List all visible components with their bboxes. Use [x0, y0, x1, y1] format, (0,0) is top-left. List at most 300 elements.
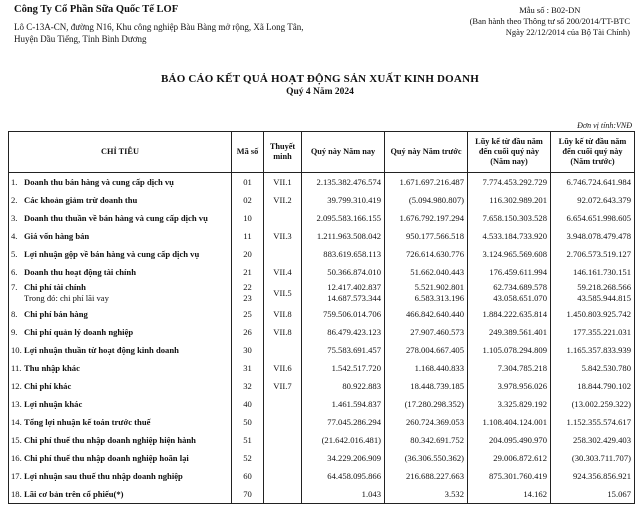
row-label-line [11, 345, 228, 356]
row-label-line [11, 435, 228, 446]
row-ytd-this-year-cell [468, 263, 551, 281]
row-ytd-this-year-cell [468, 173, 551, 192]
row-code-cell [232, 281, 264, 305]
row-ytd-last-year-cell [551, 227, 635, 245]
row-code: 32 [243, 380, 252, 391]
row-code-cell [232, 413, 264, 431]
row-quarter-last-year: 260.724.369.053 [405, 416, 464, 427]
row-quarter-this-year-cell [302, 281, 385, 305]
row-quarter-last-year-cell [385, 263, 468, 281]
row-number: 4. [11, 230, 18, 241]
header-quarter-this-year: Quý này Năm nay [302, 132, 385, 173]
row-ytd-this-year: 249.389.561.401 [488, 326, 547, 337]
row-ytd-this-year: 7.658.150.303.528 [482, 212, 547, 223]
row-quarter-last-year-cell [385, 449, 468, 467]
table-row [9, 431, 635, 449]
row-quarter-this-year: 1.461.594.837 [331, 398, 381, 409]
row-code: 50 [243, 416, 252, 427]
row-label-cell [9, 395, 232, 413]
row-quarter-this-year-cell [302, 431, 385, 449]
row-note: VII.2 [264, 191, 302, 209]
row-label: Lãi cơ bản trên cổ phiếu(*) [24, 488, 124, 499]
row-code-cell [232, 323, 264, 341]
row-ytd-this-year: 875.301.760.419 [488, 470, 547, 481]
row-quarter-this-year: 39.799.310.419 [327, 194, 381, 205]
row-label-line [11, 213, 228, 224]
row-number: 17. [11, 470, 22, 481]
row-number: 16. [11, 452, 22, 463]
row-quarter-last-year: 1.676.792.197.294 [399, 212, 464, 223]
row-ytd-last-year: 5.842.530.780 [581, 362, 631, 373]
row-sub-quarter-last-year: 6.583.313.196 [414, 293, 464, 303]
row-ytd-this-year: 29.006.872.612 [493, 452, 547, 463]
row-label-line [11, 231, 228, 242]
row-note: VII.5 [264, 281, 302, 305]
row-quarter-this-year-cell [302, 341, 385, 359]
row-ytd-this-year-cell [468, 281, 551, 305]
row-number: 6. [11, 266, 18, 277]
table-row [9, 305, 635, 323]
row-note: VII.4 [264, 263, 302, 281]
row-note: VII.8 [264, 323, 302, 341]
company-address: Lô C-13A-CN, đường N16, Khu công nghiệp Bàu Bàng mở rộng, Xã Long Tân, Huyện Dầu Tiếng, Tỉnh Bình Dương [14, 22, 304, 44]
row-code: 51 [243, 434, 252, 445]
header-note: Thuyết minh [264, 132, 302, 173]
form-code-block [470, 5, 630, 38]
row-number: 15. [11, 434, 22, 445]
table-row [9, 191, 635, 209]
table-row [9, 359, 635, 377]
row-code-cell [232, 209, 264, 227]
row-code: 26 [243, 326, 252, 337]
row-quarter-this-year: (21.642.016.481) [321, 434, 381, 445]
row-label: Chi phí quản lý doanh nghiệp [24, 326, 134, 337]
row-ytd-last-year: (13.002.259.322) [571, 398, 631, 409]
row-quarter-this-year: 1.542.517.720 [331, 362, 381, 373]
row-code: 02 [243, 194, 252, 205]
row-label-cell [9, 377, 232, 395]
row-ytd-this-year-cell [468, 485, 551, 504]
row-ytd-last-year: 2.706.573.519.127 [566, 248, 631, 259]
row-label: Chi phí khác [24, 380, 72, 391]
row-quarter-last-year: 18.448.739.185 [410, 380, 464, 391]
row-ytd-last-year-cell [551, 209, 635, 227]
table-row [9, 209, 635, 227]
row-ytd-this-year-cell [468, 245, 551, 263]
row-quarter-last-year: (36.306.550.362) [404, 452, 464, 463]
row-quarter-last-year: 278.004.667.405 [405, 344, 464, 355]
row-label-line [11, 267, 228, 278]
table-row [9, 263, 635, 281]
row-code-cell [232, 227, 264, 245]
table-row [9, 245, 635, 263]
row-ytd-this-year: 7.774.453.292.729 [482, 176, 547, 187]
row-ytd-last-year: 1.152.355.574.617 [566, 416, 631, 427]
row-ytd-last-year: 146.161.730.151 [572, 266, 631, 277]
row-label-cell [9, 449, 232, 467]
row-label: Lợi nhuận gộp về bán hàng và cung cấp dịch vụ [24, 248, 200, 259]
row-quarter-last-year-cell [385, 245, 468, 263]
table-row [9, 281, 635, 305]
row-ytd-this-year-cell [468, 359, 551, 377]
row-number: 11. [11, 362, 22, 373]
row-code: 40 [243, 398, 252, 409]
row-ytd-last-year-cell [551, 395, 635, 413]
row-ytd-this-year-cell [468, 395, 551, 413]
row-label-line [11, 327, 228, 338]
row-quarter-this-year: 1.211.963.508.042 [316, 230, 381, 241]
row-ytd-this-year: 4.533.184.733.920 [482, 230, 547, 241]
row-note: VII.6 [264, 359, 302, 377]
row-quarter-last-year: 216.688.227.663 [405, 470, 464, 481]
row-quarter-this-year: 75.583.691.457 [327, 344, 381, 355]
row-sub-ytd-this-year: 43.058.651.070 [493, 293, 547, 303]
company-name: Công Ty Cổ Phần Sữa Quốc Tế LOF [14, 4, 179, 15]
row-label: Lợi nhuận khác [24, 398, 83, 409]
row-quarter-this-year-cell [302, 485, 385, 504]
row-label-cell [9, 281, 232, 305]
row-label-cell [9, 173, 232, 192]
income-statement-table [8, 131, 635, 504]
row-code: 22 [243, 282, 252, 292]
row-code-cell [232, 449, 264, 467]
row-quarter-last-year: 726.614.630.776 [405, 248, 464, 259]
row-quarter-this-year: 12.417.402.837 [327, 282, 381, 292]
table-row [9, 323, 635, 341]
row-label-line [11, 195, 228, 206]
row-ytd-last-year-cell [551, 191, 635, 209]
header-item: CHỈ TIÊU [9, 132, 232, 173]
row-quarter-last-year-cell [385, 227, 468, 245]
row-code-cell [232, 245, 264, 263]
row-number: 8. [11, 308, 18, 319]
row-label-line [11, 417, 228, 428]
row-quarter-this-year-cell [302, 263, 385, 281]
row-code: 20 [243, 248, 252, 259]
row-code: 60 [243, 470, 252, 481]
row-code-cell [232, 191, 264, 209]
row-label-cell [9, 359, 232, 377]
table-row [9, 377, 635, 395]
row-ytd-last-year-cell [551, 467, 635, 485]
table-row [9, 449, 635, 467]
row-note [264, 245, 302, 263]
row-label-line [11, 471, 228, 482]
row-quarter-this-year-cell [302, 209, 385, 227]
row-quarter-this-year-cell [302, 323, 385, 341]
row-ytd-last-year: 924.356.856.921 [572, 470, 631, 481]
row-number: 12. [11, 380, 22, 391]
row-label: Thu nhập khác [24, 362, 80, 373]
row-ytd-last-year-cell [551, 413, 635, 431]
table-row [9, 413, 635, 431]
row-label: Lợi nhuận sau thuế thu nhập doanh nghiệp [24, 470, 183, 481]
row-ytd-this-year: 7.304.785.218 [497, 362, 547, 373]
row-sub-quarter-this-year: 14.687.573.344 [327, 293, 381, 303]
row-label: Chi phí thuế thu nhập doanh nghiệp hiện hành [24, 434, 196, 445]
row-label-line [11, 363, 228, 374]
row-label-line [11, 177, 228, 188]
currency-unit: Đơn vị tính:VNĐ [577, 121, 632, 130]
row-note [264, 431, 302, 449]
row-quarter-this-year-cell [302, 359, 385, 377]
row-ytd-this-year: 1.884.222.635.814 [482, 308, 547, 319]
row-label: Doanh thu bán hàng và cung cấp dịch vụ [24, 176, 174, 187]
row-note [264, 413, 302, 431]
row-label: Chi phí tài chính [24, 282, 86, 292]
row-code-cell [232, 431, 264, 449]
row-ytd-this-year-cell [468, 377, 551, 395]
row-label-cell [9, 191, 232, 209]
row-ytd-last-year: 6.654.651.998.605 [566, 212, 631, 223]
row-quarter-this-year: 1.043 [361, 488, 381, 499]
row-quarter-last-year-cell [385, 413, 468, 431]
row-note: VII.1 [264, 173, 302, 192]
row-ytd-last-year: 1.165.357.833.939 [566, 344, 631, 355]
row-ytd-this-year: 3.124.965.569.608 [482, 248, 547, 259]
row-code: 21 [243, 266, 252, 277]
row-note [264, 395, 302, 413]
row-code: 30 [243, 344, 252, 355]
row-code-cell [232, 173, 264, 192]
row-label-line [11, 309, 228, 320]
row-number: 13. [11, 398, 22, 409]
row-quarter-this-year: 883.619.658.113 [323, 248, 381, 259]
header-ytd-last-year: Lũy kế từ đầu năm đến cuối quý này (Năm trước) [551, 132, 635, 173]
row-quarter-last-year-cell [385, 209, 468, 227]
row-quarter-last-year: 27.907.460.573 [410, 326, 464, 337]
row-label-line [11, 453, 228, 464]
row-ytd-this-year-cell [468, 467, 551, 485]
form-code: Mẫu số : B02-DN [519, 5, 581, 15]
row-sub-label: Trong đó: chi phí lãi vay [24, 293, 109, 303]
row-label-line [11, 249, 228, 260]
row-code-cell [232, 263, 264, 281]
row-ytd-this-year-cell [468, 431, 551, 449]
row-label: Chi phí thuế thu nhập doanh nghiệp hoãn lại [24, 452, 189, 463]
table-row [9, 467, 635, 485]
row-code: 01 [243, 176, 252, 187]
row-quarter-this-year: 2.095.583.166.155 [316, 212, 381, 223]
header-ytd-this-year: Lũy kế từ đầu năm đến cuối quý này (Năm nay) [468, 132, 551, 173]
row-note [264, 449, 302, 467]
row-quarter-last-year: 1.671.697.216.487 [399, 176, 464, 187]
row-ytd-last-year-cell [551, 377, 635, 395]
row-quarter-last-year-cell [385, 341, 468, 359]
row-ytd-this-year: 116.302.989.201 [489, 194, 547, 205]
row-number: 2. [11, 194, 18, 205]
row-quarter-this-year: 64.458.095.866 [327, 470, 381, 481]
row-quarter-last-year-cell [385, 395, 468, 413]
row-quarter-this-year: 759.506.014.706 [322, 308, 381, 319]
row-quarter-last-year: 51.662.040.443 [410, 266, 464, 277]
row-quarter-last-year-cell [385, 431, 468, 449]
row-quarter-this-year: 86.479.423.123 [327, 326, 381, 337]
row-ytd-last-year: 258.302.429.403 [572, 434, 631, 445]
row-code: 31 [243, 362, 252, 373]
row-ytd-last-year-cell [551, 173, 635, 192]
row-ytd-this-year: 3.978.956.026 [497, 380, 547, 391]
row-note [264, 485, 302, 504]
row-number: 5. [11, 248, 18, 259]
row-ytd-last-year-cell [551, 323, 635, 341]
row-ytd-last-year-cell [551, 245, 635, 263]
row-ytd-last-year: 59.218.268.566 [577, 282, 631, 292]
row-ytd-last-year-cell [551, 305, 635, 323]
row-code: 52 [243, 452, 252, 463]
row-quarter-this-year-cell [302, 245, 385, 263]
row-ytd-last-year-cell [551, 359, 635, 377]
row-ytd-last-year-cell [551, 431, 635, 449]
row-code: 10 [243, 212, 252, 223]
row-note: VII.8 [264, 305, 302, 323]
row-ytd-last-year-cell [551, 341, 635, 359]
row-ytd-this-year-cell [468, 413, 551, 431]
row-sub-ytd-last-year: 43.585.944.815 [577, 293, 631, 303]
row-number: 10. [11, 344, 22, 355]
row-quarter-this-year: 34.229.206.909 [327, 452, 381, 463]
row-ytd-this-year: 14.162 [523, 488, 547, 499]
row-quarter-this-year-cell [302, 467, 385, 485]
row-label-cell [9, 341, 232, 359]
row-ytd-last-year-cell [551, 485, 635, 504]
row-quarter-last-year-cell [385, 173, 468, 192]
row-label-cell [9, 467, 232, 485]
row-ytd-last-year: 177.355.221.031 [572, 326, 631, 337]
row-code: 25 [243, 308, 252, 319]
row-label: Giá vốn hàng bán [24, 230, 90, 241]
row-label: Lợi nhuận thuần từ hoạt động kinh doanh [24, 344, 179, 355]
row-code-cell [232, 377, 264, 395]
row-code-cell [232, 467, 264, 485]
row-ytd-this-year: 176.459.611.994 [489, 266, 547, 277]
row-ytd-last-year-cell [551, 281, 635, 305]
row-label: Chi phí bán hàng [24, 308, 88, 319]
row-quarter-last-year-cell [385, 305, 468, 323]
row-quarter-last-year: 3.532 [444, 488, 464, 499]
table-header-row [9, 132, 635, 173]
row-quarter-this-year-cell [302, 395, 385, 413]
header-code: Mã số [232, 132, 264, 173]
row-ytd-this-year-cell [468, 227, 551, 245]
row-quarter-this-year-cell [302, 305, 385, 323]
row-ytd-this-year-cell [468, 209, 551, 227]
row-note: VII.3 [264, 227, 302, 245]
row-quarter-last-year: 80.342.691.752 [410, 434, 464, 445]
row-number: 14. [11, 416, 22, 427]
row-ytd-last-year: 3.948.078.479.478 [566, 230, 631, 241]
row-ytd-this-year: 204.095.490.970 [488, 434, 547, 445]
row-label-cell [9, 305, 232, 323]
row-quarter-last-year-cell [385, 467, 468, 485]
row-label-line [11, 381, 228, 392]
row-quarter-last-year: 466.842.640.440 [405, 308, 464, 319]
row-code-cell [232, 485, 264, 504]
row-ytd-last-year: 15.067 [607, 488, 631, 499]
row-label: Doanh thu hoạt động tài chính [24, 266, 136, 277]
row-note [264, 467, 302, 485]
table-row [9, 227, 635, 245]
row-code-cell [232, 359, 264, 377]
header-quarter-last-year: Quý này Năm trước [385, 132, 468, 173]
row-quarter-last-year-cell [385, 281, 468, 305]
row-label-cell [9, 227, 232, 245]
row-code: 70 [243, 488, 252, 499]
row-ytd-this-year-cell [468, 305, 551, 323]
row-quarter-this-year-cell [302, 377, 385, 395]
row-quarter-this-year: 50.366.874.010 [327, 266, 381, 277]
row-ytd-last-year-cell [551, 263, 635, 281]
row-ytd-this-year: 3.325.829.192 [497, 398, 547, 409]
row-label-line [11, 489, 228, 500]
row-label-cell [9, 413, 232, 431]
row-label-cell [9, 323, 232, 341]
row-quarter-this-year: 2.135.382.476.574 [316, 176, 381, 187]
row-label-cell [9, 245, 232, 263]
row-ytd-this-year-cell [468, 323, 551, 341]
row-number: 9. [11, 326, 18, 337]
row-label: Các khoản giảm trừ doanh thu [24, 194, 138, 205]
row-sub-code: 23 [243, 293, 252, 303]
row-ytd-this-year-cell [468, 341, 551, 359]
form-issued-by: (Ban hành theo Thông tư số 200/2014/TT-BTC [469, 16, 630, 26]
row-ytd-last-year: (30.303.711.707) [571, 452, 631, 463]
row-label-cell [9, 485, 232, 504]
row-label-cell [9, 209, 232, 227]
row-quarter-last-year: 1.168.440.833 [414, 362, 464, 373]
row-quarter-this-year: 80.922.883 [342, 380, 381, 391]
row-ytd-last-year: 92.072.643.379 [577, 194, 631, 205]
row-ytd-this-year: 62.734.689.578 [493, 282, 547, 292]
row-note [264, 341, 302, 359]
row-ytd-this-year: 1.105.078.294.809 [482, 344, 547, 355]
row-quarter-last-year-cell [385, 377, 468, 395]
row-code-cell [232, 341, 264, 359]
row-ytd-this-year-cell [468, 449, 551, 467]
row-label: Doanh thu thuần về bán hàng và cung cấp dịch vụ [24, 212, 208, 223]
row-quarter-this-year: 77.045.286.294 [327, 416, 381, 427]
table-row [9, 395, 635, 413]
row-quarter-this-year-cell [302, 227, 385, 245]
row-number: 1. [11, 176, 18, 187]
row-number: 3. [11, 212, 18, 223]
row-ytd-this-year: 1.108.404.124.001 [482, 416, 547, 427]
table-row [9, 173, 635, 192]
row-note [264, 209, 302, 227]
row-ytd-last-year: 6.746.724.641.984 [566, 176, 631, 187]
row-quarter-this-year-cell [302, 413, 385, 431]
row-quarter-last-year: (17.280.298.352) [404, 398, 464, 409]
row-quarter-last-year-cell [385, 359, 468, 377]
report-title: BÁO CÁO KẾT QUẢ HOẠT ĐỘNG SẢN XUẤT KINH DOANH [161, 73, 479, 85]
row-number: 7. [11, 282, 18, 292]
row-code-cell [232, 395, 264, 413]
row-quarter-last-year: (5.094.980.807) [408, 194, 464, 205]
row-ytd-last-year: 1.450.803.925.742 [566, 308, 631, 319]
row-quarter-this-year-cell [302, 449, 385, 467]
row-label-cell [9, 431, 232, 449]
row-quarter-last-year: 950.177.566.518 [405, 230, 464, 241]
row-quarter-last-year-cell [385, 323, 468, 341]
row-quarter-last-year: 5.521.902.801 [414, 282, 464, 292]
row-code-cell [232, 305, 264, 323]
row-quarter-last-year-cell [385, 485, 468, 504]
table-row [9, 485, 635, 504]
report-period: Quý 4 Năm 2024 [286, 87, 354, 97]
table-row [9, 341, 635, 359]
row-label-line [11, 399, 228, 410]
row-quarter-last-year-cell [385, 191, 468, 209]
